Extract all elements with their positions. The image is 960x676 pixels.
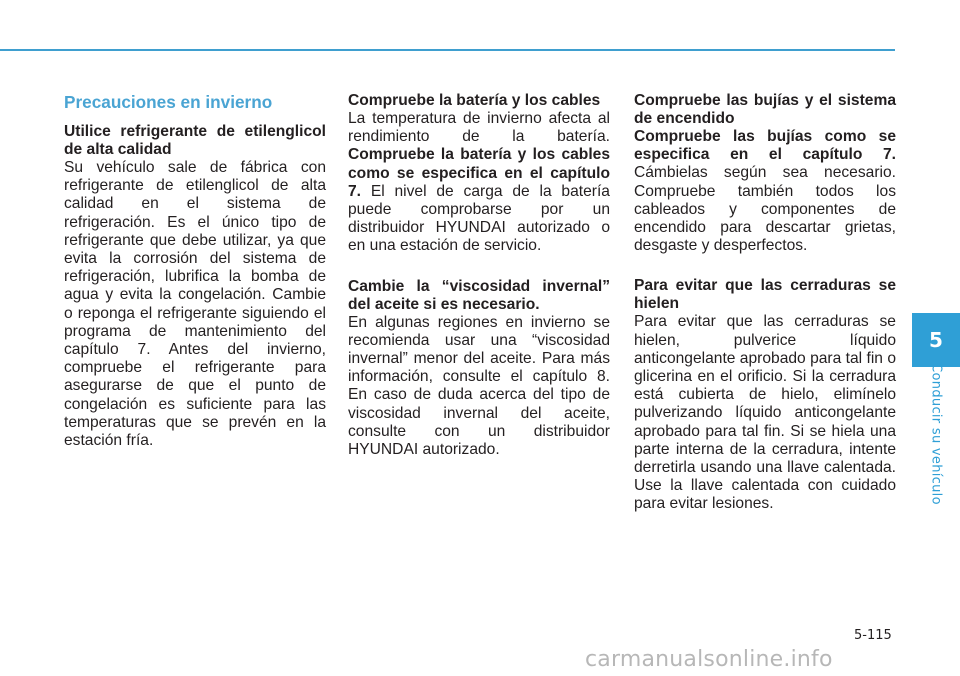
page-number: 5-115 bbox=[854, 628, 892, 643]
battery-body-rest: El nivel de carga de la batería puede comprobarse por un distribuidor HYUNDAI autorizado o en una estación de servicio. bbox=[348, 182, 610, 255]
battery-body-intro: La temperatura de invierno afecta al rendimiento de la batería. bbox=[348, 110, 610, 146]
spacer bbox=[634, 255, 896, 277]
locks-heading: Para evitar que las cerraduras se hielen bbox=[634, 277, 896, 313]
battery-heading: Compruebe la batería y los cables bbox=[348, 92, 601, 109]
watermark: carmanualsonline.info bbox=[585, 647, 833, 672]
chapter-title: Conducir su vehículo bbox=[928, 363, 944, 505]
spark-plugs-heading: Compruebe las bujías y el sistema de encendido bbox=[634, 92, 896, 127]
section-title: Precauciones en invierno bbox=[64, 92, 273, 112]
chapter-number: 5 bbox=[929, 328, 943, 352]
column-1 bbox=[64, 92, 326, 450]
locks-body: Para evitar que las cerraduras se hielen, pulverice líquido anticongelante aprobado para tal fin o glicerina en el orificio. Si la cerradura está cubierta de hielo, elimínelo pulverizando líquido anticongelante aprobado para tal fin. Si se hiela una parte interna de la cerradura, intente derretirla usando una llave calentada. Use la llave calentada con cuidado para evitar lesiones. bbox=[634, 313, 896, 513]
column-2 bbox=[348, 92, 610, 459]
battery-body-bold: Compruebe la batería y los cables como se especifica en el capítulo 7. bbox=[348, 146, 610, 200]
battery-body bbox=[348, 110, 610, 256]
spacer bbox=[348, 256, 610, 278]
oil-heading: Cambie la “viscosidad invernal” del aceite si es necesario. bbox=[348, 277, 610, 313]
column-3 bbox=[634, 92, 896, 514]
oil-body: En algunas regiones en invierno se recomienda usar una “viscosidad invernal” menor del aceite. Para más información, consulte el capítulo 8. En caso de duda acerca del tipo de viscosidad invernal del aceite, consulte con un distribuidor HYUNDAI autorizado. bbox=[348, 313, 610, 459]
spark-plugs-body bbox=[634, 128, 896, 255]
coolant-heading: Utilice refrigerante de etilenglicol de alta calidad bbox=[64, 123, 326, 158]
spark-plugs-body-rest: Cámbielas según sea necesario. Compruebe también todos los cableados y componentes de encendido para descartar grietas, desgaste y desperfectos. bbox=[634, 164, 896, 255]
coolant-body: Su vehículo sale de fábrica con refrigerante de etilenglicol de alta calidad en el sistema de refrigeración. Es el único tipo de refrigerante que debe utilizar, ya que evita la corrosión del sistema de refrigeración, lubrifica la bomba de agua y evita la congelación. Cambie o reponga el refrigerante siguiendo el programa de mantenimiento del capítulo 7. Antes del invierno, compruebe el refrigerante para asegurarse de que el punto de congelación es suficiente para las temperaturas que se prevén en la estación fría. bbox=[64, 159, 326, 450]
header-rule bbox=[0, 49, 895, 51]
chapter-tab bbox=[912, 313, 960, 367]
spark-plugs-body-bold: Compruebe las bujías como se especifica en el capítulo 7. bbox=[634, 128, 896, 164]
